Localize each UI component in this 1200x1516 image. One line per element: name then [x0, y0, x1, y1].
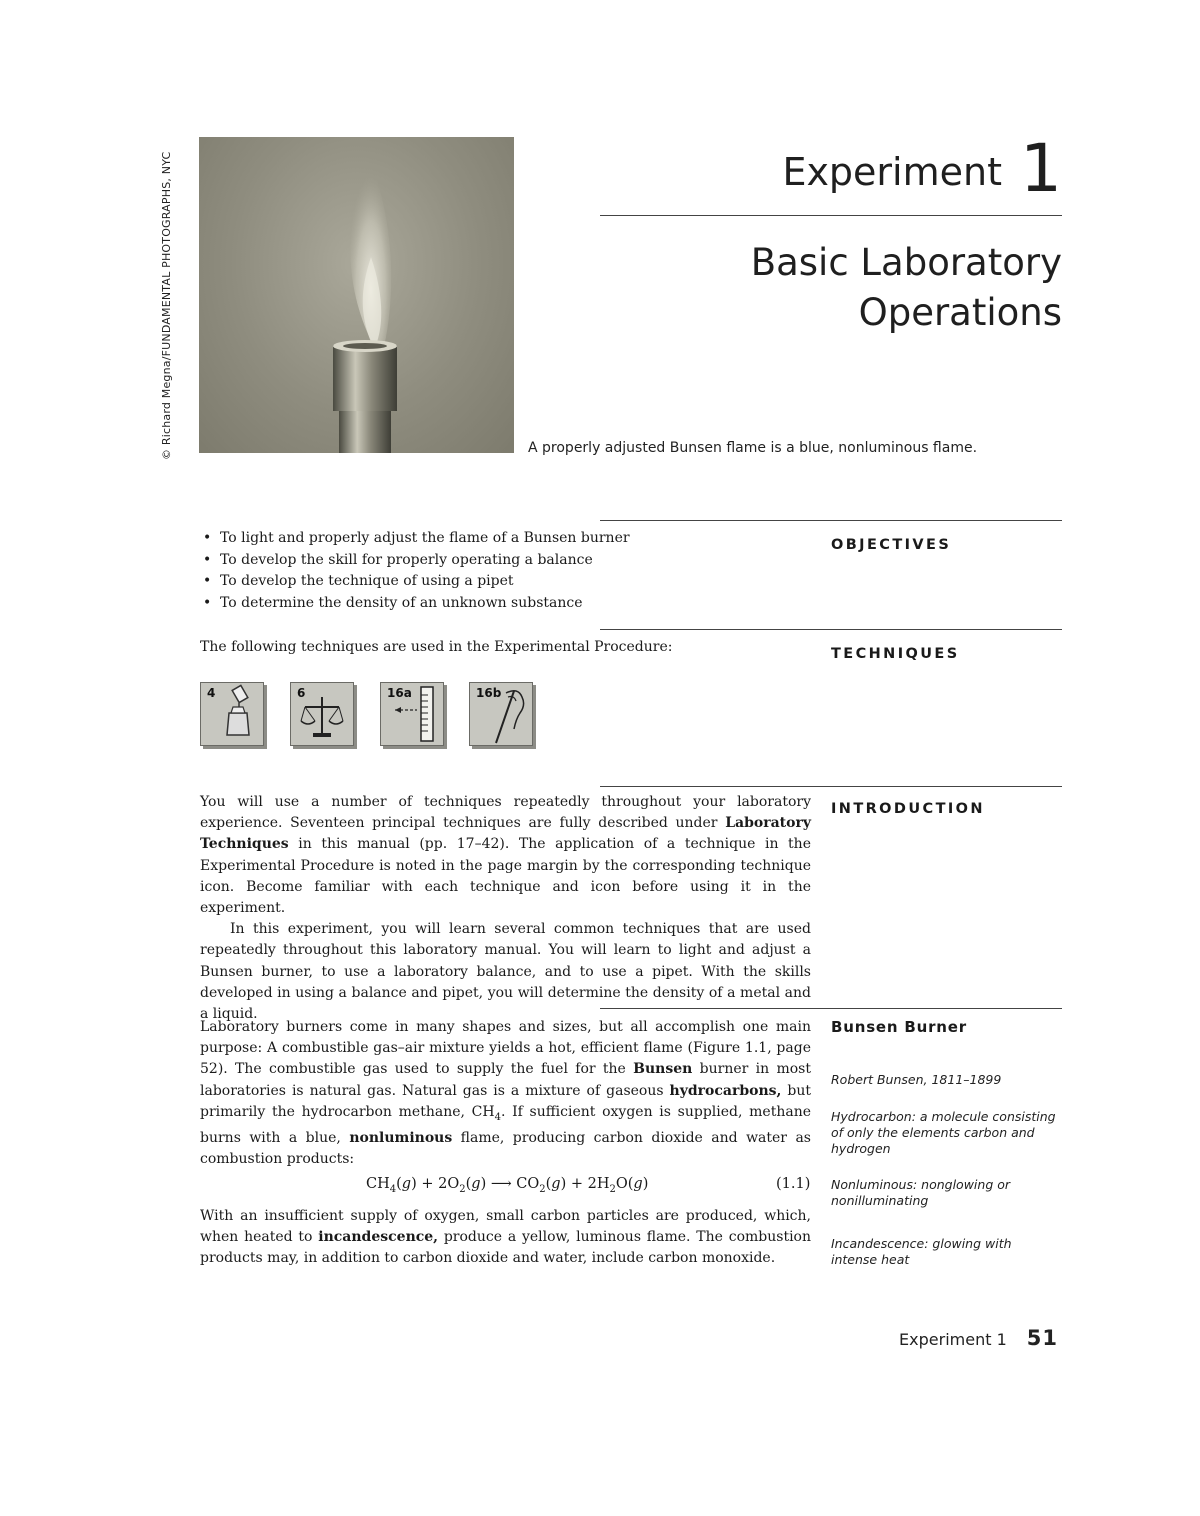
photo-credit: © Richard Megna/FUNDAMENTAL PHOTOGRAPHS, NYC	[160, 151, 173, 460]
bunsen-bold-term: nonluminous	[349, 1129, 453, 1146]
bunsen-bold-term: Bunsen	[633, 1061, 693, 1078]
introduction-body	[200, 792, 811, 1025]
bunsen-paragraph-2	[200, 1206, 811, 1270]
objectives-heading: OBJECTIVES	[831, 537, 952, 553]
photo-caption: A properly adjusted Bunsen flame is a blue, nonluminous flame.	[528, 440, 978, 456]
objective-item: • To light and properly adjust the flame of a Bunsen burner	[200, 528, 630, 550]
subscript: 4	[494, 1111, 501, 1123]
pipet-hand-icon	[470, 683, 532, 745]
margin-note-hydrocarbon: Hydrocarbon: a molecule consisting of only the elements carbon and hydrogen	[831, 1109, 1056, 1156]
techniques-heading: TECHNIQUES	[831, 646, 960, 662]
techniques-rule	[600, 629, 1062, 630]
introduction-paragraph-2: In this experiment, you will learn several common techniques that are used repeatedly throughout this laboratory manual. You will learn to light and adjust a Bunsen burner, to use a laboratory balance, and to use a pipet. With the skills developed in using a balance and pipet, you will determine the density of a metal and a liquid.	[200, 921, 811, 1023]
bunsen-bold-term: hydrocarbons,	[669, 1082, 782, 1099]
margin-note-incandescence: Incandescence: glowing with intense heat	[831, 1236, 1012, 1267]
technique-label: 16a	[387, 686, 412, 700]
bunsen-text: flame, producing carbon dioxide and water as combustion products:	[200, 1129, 811, 1168]
objective-item: • To develop the skill for properly operating a balance	[200, 550, 630, 572]
bunsen-rule	[600, 1008, 1062, 1009]
bunsen-heading: Bunsen Burner	[831, 1018, 967, 1036]
bunsen-text: produce a yellow, luminous flame. The combustion products may, in addition to carbon dioxide and water, include carbon monoxide.	[200, 1229, 811, 1267]
technique-label: 6	[297, 686, 306, 700]
bunsen-text: With an insufficient supply of oxygen, small carbon particles are produced, which, when heated to	[200, 1208, 811, 1246]
reagent-transfer-icon	[201, 683, 263, 745]
footer-label: Experiment 1	[899, 1330, 1007, 1349]
technique-icon-16b	[469, 682, 533, 746]
intro-text: in this manual (pp. 17–42). The application of a technique in the Experimental Procedure is noted in the page margin by the corresponding technique icon. Become familiar with each technique and icon before using it in the experiment.	[200, 836, 811, 917]
pipet-reading-icon	[381, 683, 443, 745]
introduction-rule	[600, 786, 1062, 787]
introduction-heading: INTRODUCTION	[831, 801, 985, 817]
experiment-title	[751, 238, 1062, 338]
objective-item: • To determine the density of an unknown substance	[200, 593, 630, 615]
technique-label: 16b	[476, 686, 502, 700]
bunsen-text: Laboratory burners come in many shapes and sizes, but all accomplish one main purpose: A combustible gas–air mixture yields a hot, efficient flame (Figure 1.1, page 52). The combustible gas used to supply the fuel for the	[200, 1019, 811, 1078]
intro-text: You will use a number of techniques repeatedly throughout your laboratory experience. Seventeen principal techniques are fully described under	[200, 794, 811, 832]
title-rule	[600, 215, 1062, 216]
introduction-paragraph-1	[200, 792, 811, 919]
technique-icon-4	[200, 682, 264, 746]
balance-icon	[291, 683, 353, 745]
combustion-equation: $CH_4(g) + 2O_2(g)$ ⟶ $CO_2(g) + 2H_2O(g)$	[366, 1176, 649, 1195]
equation-number: (1.1)	[776, 1176, 811, 1192]
page-number: 51	[1026, 1326, 1058, 1350]
bunsen-text: . If sufficient oxygen is supplied, methane burns with a blue,	[200, 1103, 811, 1146]
experiment-number: 1	[1020, 130, 1062, 207]
bunsen-body-2	[200, 1206, 811, 1270]
objectives-list	[200, 528, 630, 614]
bunsen-bold-term: incandescence,	[318, 1229, 439, 1246]
experiment-word: Experiment	[782, 150, 1002, 194]
bunsen-flame-photo	[199, 137, 514, 453]
bunsen-text: but primarily the hydrocarbon methane, CH	[200, 1082, 812, 1120]
experiment-heading	[782, 130, 1062, 207]
intro-bold-term: Laboratory Techniques	[200, 815, 811, 853]
bunsen-paragraph-1	[200, 1017, 811, 1170]
bunsen-text: burner in most laboratories is natural gas. Natural gas is a mixture of gaseous	[200, 1061, 811, 1099]
objectives-rule	[600, 520, 1062, 521]
margin-note-nonluminous: Nonluminous: nonglowing or nonilluminating	[831, 1177, 1011, 1208]
flame-illustration	[199, 137, 514, 453]
technique-icon-16a	[380, 682, 444, 746]
techniques-intro: The following techniques are used in the Experimental Procedure:	[200, 639, 673, 655]
bunsen-body	[200, 1017, 811, 1170]
technique-label: 4	[207, 686, 216, 700]
page-footer	[899, 1326, 1058, 1350]
objective-item: • To develop the technique of using a pipet	[200, 571, 630, 593]
title-line-2: Operations	[858, 291, 1062, 334]
margin-note-bunsen: Robert Bunsen, 1811–1899	[831, 1072, 1002, 1087]
title-line-1: Basic Laboratory	[750, 241, 1062, 284]
technique-icon-6	[290, 682, 354, 746]
